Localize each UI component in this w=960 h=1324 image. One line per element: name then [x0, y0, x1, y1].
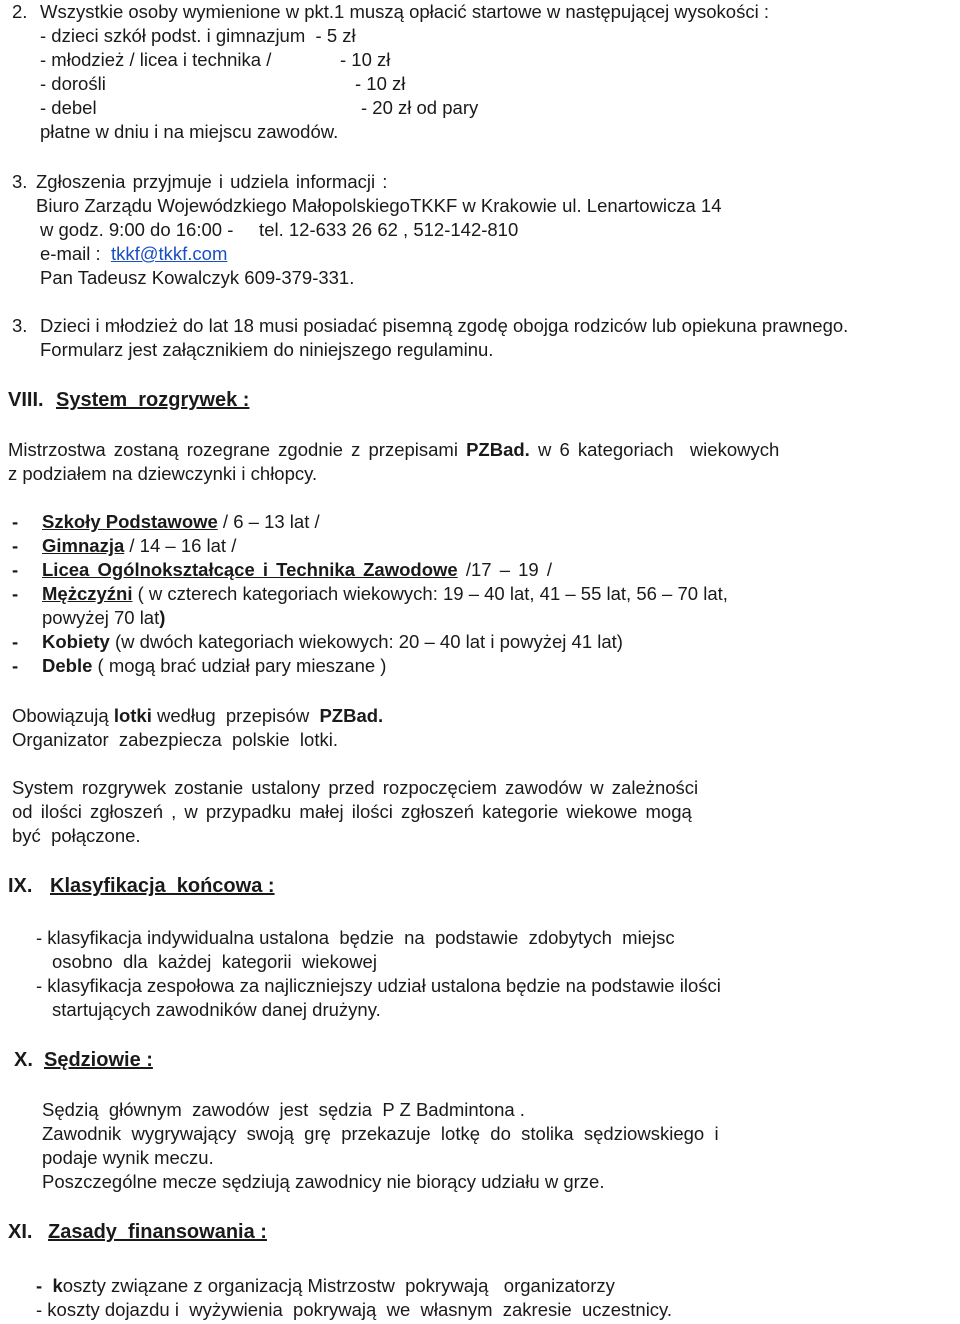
classification-individual: - klasyfikacja indywidualna ustalona będzie na podstawie zdobytych miejsc — [36, 927, 675, 948]
referee-players: Poszczególne mecze sędziują zawodnicy nie biorący udziału w grze. — [42, 1171, 605, 1192]
intro-text-a: Mistrzostwa zostaną rozegrane zgodnie z przepisami — [8, 439, 458, 460]
minors-line2: Formularz jest załącznikiem do niniejszego regulaminu. — [40, 339, 494, 360]
classification-individual-line2: osobno dla każdej kategorii wiekowej — [52, 951, 377, 972]
fee-payment-note: płatne w dniu i na miejscu zawodów. — [40, 121, 339, 142]
category-women-ages: (w dwóch kategoriach wiekowych: 20 – 40 lat i powyżej 41 lat) — [109, 631, 623, 652]
category-doubles — [42, 654, 386, 679]
shuttle-rules — [12, 704, 383, 729]
referee-winner: Zawodnik wygrywający swoją grę przekazuje lotkę do stolika sędziowskiego i — [42, 1123, 719, 1144]
financing-organizer-text: oszty związane z organizacją Mistrzostw pokrywają organizatorzy — [62, 1275, 615, 1296]
fee-doubles-label: - debel — [40, 97, 97, 118]
category-men-paren: ) — [159, 607, 166, 628]
email-label: e-mail : — [40, 243, 111, 264]
fee-adults-label: - dorośli — [40, 73, 106, 94]
category-primary-ages: / 6 – 13 lat / — [217, 511, 320, 532]
category-women — [42, 630, 623, 655]
registration-address: Biuro Zarządu Wojewódzkiego MałopolskiegoTKKF w Krakowie ul. Lenartowicza 14 — [36, 195, 722, 216]
system-line3: być połączone. — [12, 825, 141, 846]
registration-contact: Pan Tadeusz Kowalczyk 609-379-331. — [40, 267, 355, 288]
category-men — [42, 582, 728, 607]
section10-number: X. — [14, 1049, 33, 1071]
category-men-over70: powyżej 70 lat — [42, 607, 160, 628]
category-dash: - — [12, 583, 19, 604]
shuttle-provided: Organizator zabezpiecza polskie lotki. — [12, 729, 338, 750]
classification-team-line2: startujących zawodników danej drużyny. — [52, 999, 381, 1020]
category-middle-name: Gimnazja — [42, 535, 125, 556]
section9-title: Klasyfikacja końcowa : — [50, 875, 275, 897]
fee-doubles-amount: - 20 zł od pary — [361, 97, 479, 118]
category-high-name: Licea Ogólnokształcące i Technika Zawodowe — [42, 559, 458, 580]
fee-youth-amount: - 10 zł — [340, 49, 391, 70]
financing-organizer — [36, 1274, 615, 1299]
section8-title: System rozgrywek : — [56, 389, 250, 411]
shuttle-rules-pzbad: PZBad. — [319, 705, 384, 726]
section8-number: VIII. — [8, 389, 44, 411]
shuttle-rules-c: według przepisów — [151, 705, 320, 726]
section11-title: Zasady finansowania : — [48, 1221, 267, 1243]
section10-title: Sędziowie : — [44, 1049, 153, 1071]
system-line2: od ilości zgłoszeń , w przypadku małej ilości zgłoszeń kategorie wiekowe mogą — [12, 801, 692, 822]
system-line1: System rozgrywek zostanie ustalony przed rozpoczęciem zawodów w zależności — [12, 777, 699, 798]
category-primary-name: Szkoły Podstawowe — [42, 511, 218, 532]
section9-number: IX. — [8, 875, 33, 897]
financing-organizer-prefix: - k — [36, 1275, 63, 1296]
minors-number: 3. — [12, 315, 28, 336]
registration-line1: Zgłoszenia przyjmuje i udziela informacji : — [36, 171, 388, 192]
fees-number: 2. — [12, 1, 28, 22]
category-primary — [42, 510, 320, 535]
intro-pzbad: PZBad. — [466, 439, 530, 460]
registration-email-row — [40, 242, 227, 267]
category-men-ages: ( w czterech kategoriach wiekowych: 19 – 40 lat, 41 – 55 lat, 56 – 70 lat, — [132, 583, 728, 604]
category-high — [42, 558, 552, 583]
category-middle-ages: / 14 – 16 lat / — [124, 535, 237, 556]
section8-intro — [8, 438, 779, 463]
shuttle-rules-a: Obowiązują — [12, 705, 114, 726]
fee-children: - dzieci szkół podst. i gimnazjum - 5 zł — [40, 25, 356, 46]
category-dash: - — [12, 559, 19, 580]
fee-youth-label: - młodzież / licea i technika / — [40, 49, 272, 70]
intro-text-c: w 6 kategoriach wiekowych — [537, 439, 780, 460]
section8-intro-line2: z podziałem na dziewczynki i chłopcy. — [8, 463, 318, 484]
registration-hours-phone: w godz. 9:00 do 16:00 - tel. 12-633 26 62 , 512-142-810 — [40, 219, 519, 240]
section11-number: XI. — [8, 1221, 33, 1243]
referee-main: Sędzią głównym zawodów jest sędzia P Z Badmintona . — [42, 1099, 525, 1120]
classification-team: - klasyfikacja zespołowa za najliczniejszy udział ustalona będzie na podstawie ilości — [36, 975, 721, 996]
category-men-name: Mężczyźni — [42, 583, 133, 604]
referee-winner-line2: podaje wynik meczu. — [42, 1147, 214, 1168]
fee-adults-amount: - 10 zł — [355, 73, 406, 94]
email-link[interactable]: tkkf@tkkf.com — [110, 243, 228, 264]
category-women-name: Kobiety — [42, 631, 110, 652]
financing-participants: - koszty dojazdu i wyżywienia pokrywają we własnym zakresie uczestnicy. — [36, 1299, 673, 1320]
category-high-ages: /17 – 19 / — [457, 559, 552, 580]
shuttle-rules-lotki: lotki — [113, 705, 152, 726]
category-doubles-name: Deble — [42, 655, 93, 676]
category-dash: - — [12, 511, 19, 532]
category-dash: - — [12, 655, 19, 676]
category-dash: - — [12, 535, 19, 556]
minors-line1: Dzieci i młodzież do lat 18 musi posiadać pisemną zgodę obojga rodziców lub opiekuna prawnego. — [40, 315, 849, 336]
fees-intro: Wszystkie osoby wymienione w pkt.1 muszą opłacić startowe w następującej wysokości : — [40, 1, 769, 22]
category-middle — [42, 534, 236, 559]
registration-number: 3. — [12, 171, 28, 192]
category-dash: - — [12, 631, 19, 652]
category-doubles-note: ( mogą brać udział pary mieszane ) — [92, 655, 387, 676]
category-men-line2 — [42, 606, 165, 631]
